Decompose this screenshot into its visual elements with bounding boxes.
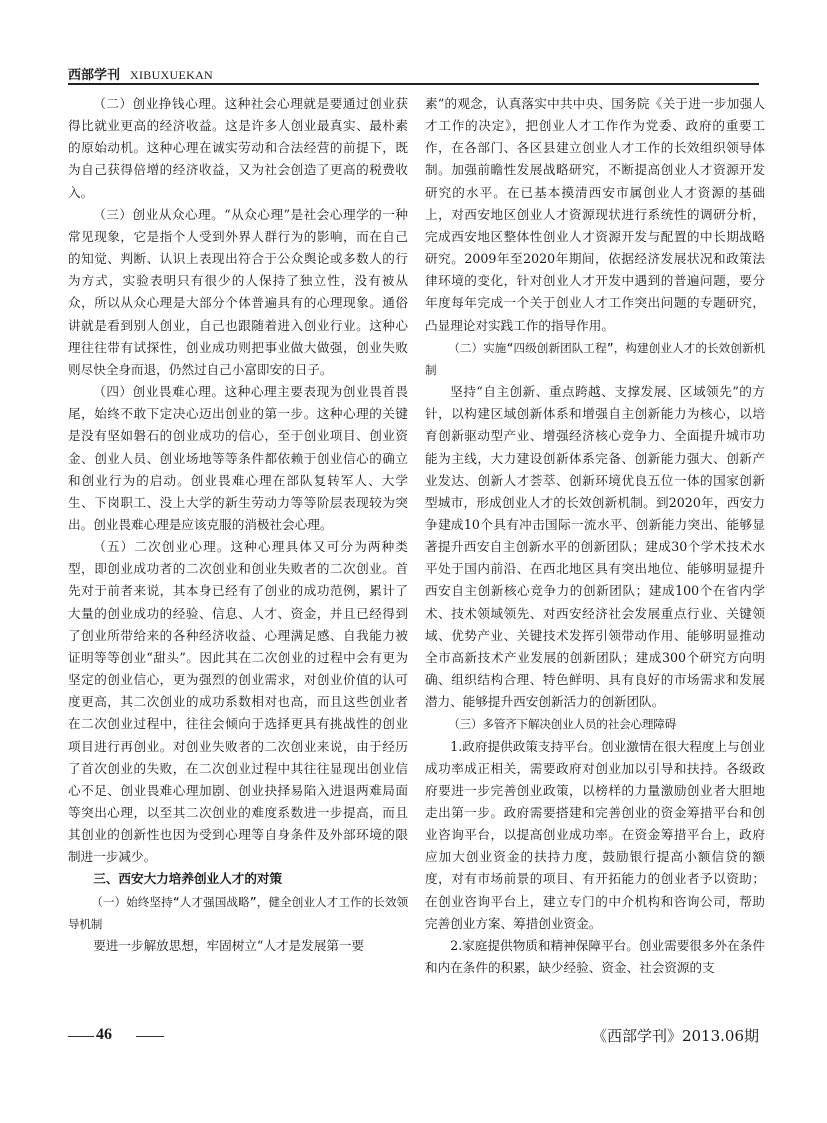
footer-journal-issue: 《西部学刊》2013.06期 [591, 1027, 759, 1045]
paragraph-continued: 素”的观念，认真落实中共中央、国务院《关于进一步加强人才工作的决定》，把创业人才工作作为党委、政府的重要工作，在各部门、各区县建立创业人才工作的长效组织领导体制。加强前瞻性发展战略研究，不断提高创业人才资源开发研究的水平。在已基本摸清西安市属创业人才资源的基础上，对西安地区创业人才资源现状进行系统性的调研分析，完成西安地区整体性创业人才资源开发与配置的中长期战略研究。2009年至2020年期间，依据经济发展状况和政策法律环境的变化，针对创业人才开发中遇到的普遍问题，要分年度每年完成一个关于创业人才工作突出问题的专题研究，凸显理论对实践工作的指导作用。 [425, 96, 765, 333]
journal-title-cn: 西部学刊 [68, 68, 121, 83]
subsection-heading: （二）实施“四级创新团队工程”，构建创业人才的长效创新机制 [425, 340, 765, 377]
section-heading: 三、西安大力培养创业人才的对策 [93, 871, 283, 887]
paragraph: （四）创业畏难心理。这种心理主要表现为创业畏首畏尾，始终不敢下定决心迈出创业的第一步。这种心理的关键是没有坚如磐石的创业成功的信心，至于创业项目、创业资金、创业人员、创业场地等等条件都依赖于创业信心的确立和创业行为的启动。创业畏难心理在部队复转军人、大学生、下岗职工、没上大学的新生劳动力等等阶层表现较为突出。创业畏难心理是应该克服的消极社会心理。 [68, 384, 408, 532]
footer-dash-right [136, 1036, 164, 1037]
paragraph: （三）创业从众心理。“从众心理”是社会心理学的一种常见现象，它是指个人受到外界人群行为的影响，而在自己的知觉、判断、认识上表现出符合于公众舆论或多数人的行为方式，实验表明只有很少的人保持了独立性，没有被从众，所以从众心理是大部分个体普遍具有的心理现象。通俗讲就是看到别人创业，自己也跟随着进入创业行业。这种心理往往带有试探性，创业成功则把事业做大做强，创业失败则尽快全身而退，仍然过自己小富即安的日子。 [68, 206, 408, 377]
page-number: 46 [96, 1026, 112, 1043]
paragraph: （五）二次创业心理。这种心理具体又可分为两种类型，即创业成功者的二次创业和创业失败者的二次创业。首先对于前者来说，其本身已经有了创业的成功范例，累计了大量的创业成功的经验、信息、人才、资金，并且已经得到了创业所带给来的各种经济收益、心理满足感、自我能力被证明等等创业“甜头”。因此其在二次创业的过程中会有更为坚定的创业信心，更为强烈的创业需求，对创业价值的认可度更高，其二次创业的成功系数相对也高，而且这些创业者在二次创业过程中，往往会倾向于选择更具有挑战性的创业项目进行再创业。对创业失败者的二次创业来说，由于经历了首次创业的失败，在二次创业过程中其往往显现出创业信心不足、创业畏难心理加剧、创业抉择易陷入进退两难局面等突出心理，以至其二次创业的难度系数进一步提高，而且其创业的创新性也因为受到心理等自身条件及外部环境的限制进一步减少。 [68, 539, 408, 865]
journal-title-en: XIBUXUEKAN [130, 68, 214, 82]
running-header [68, 64, 768, 84]
paragraph: 要进一步解放思想，牢固树立“人才是发展第一要 [93, 937, 365, 953]
paragraph: 1.政府提供政策支持平台。创业激情在很大程度上与创业成功率成正相关，需要政府对创业加以引导和扶持。各级政府要进一步完善创业政策，以榜样的力量激励创业者大胆地走出第一步。政府需要搭建和完善创业的资金筹措平台和创业咨询平台，以提高创业成功率。在资金筹措平台上，政府应加大创业资金的扶持力度，鼓励银行提高小额信贷的额度，对有市场前景的项目、有开拓能力的创业者予以资助；在创业咨询平台上，建立专门的中介机构和咨询公司，帮助完善创业方案、筹措创业资金。 [425, 738, 765, 931]
paragraph: 2.家庭提供物质和精神保障平台。创业需要很多外在条件和内在条件的积累，缺少经验、资金、社会资源的支 [425, 937, 765, 976]
left-column [68, 93, 408, 957]
paragraph: （二）创业挣钱心理。这种社会心理就是要通过创业获得比就业更高的经济收益。这是许多人创业最真实、最朴素的原始动机。这种心理在诚实劳动和合法经营的前提下，既为自己获得倍增的经济收益，又为社会创造了更高的税费收入。 [68, 96, 408, 200]
header-divider [68, 83, 759, 85]
footer-dash-left [68, 1036, 94, 1037]
paragraph: 坚持“自主创新、重点跨越、支撑发展、区域领先”的方针，以构建区域创新体系和增强自主创新能力为核心，以培育创新驱动型产业、增强经济核心竞争力、全面提升城市功能为主线，大力建设创新体系完备、创新能力强大、创新产业发达、创新人才荟萃、创新环境优良五位一体的国家创新型城市，形成创业人才的长效创新机制。到2020年，西安力争建成10个具有冲击国际一流水平、创新能力突出、能够显著提升西安自主创新水平的创新团队；建成30个学术技术水平处于国内前沿、在西北地区具有突出地位、能够明显提升西安自主创新核心竞争力的创新团队；建成100个在省内学术、技术领域领先、对西安经济社会发展重点行业、关键领域、优势产业、关键技术发挥引领带动作用、能够明显推动全市高新技术产业发展的创新团队；建成300个研究方向明确、组织结构合理、特色鲜明、具有良好的市场需求和发展潜力、能够提升西安创新活力的创新团队。 [425, 384, 765, 710]
subsection-heading: （一）始终坚持“人才强国战略”，健全创业人才工作的长效领导机制 [68, 894, 408, 931]
subsection-heading: （三）多管齐下解决创业人员的社会心理障碍 [448, 717, 677, 732]
right-column [425, 93, 765, 979]
